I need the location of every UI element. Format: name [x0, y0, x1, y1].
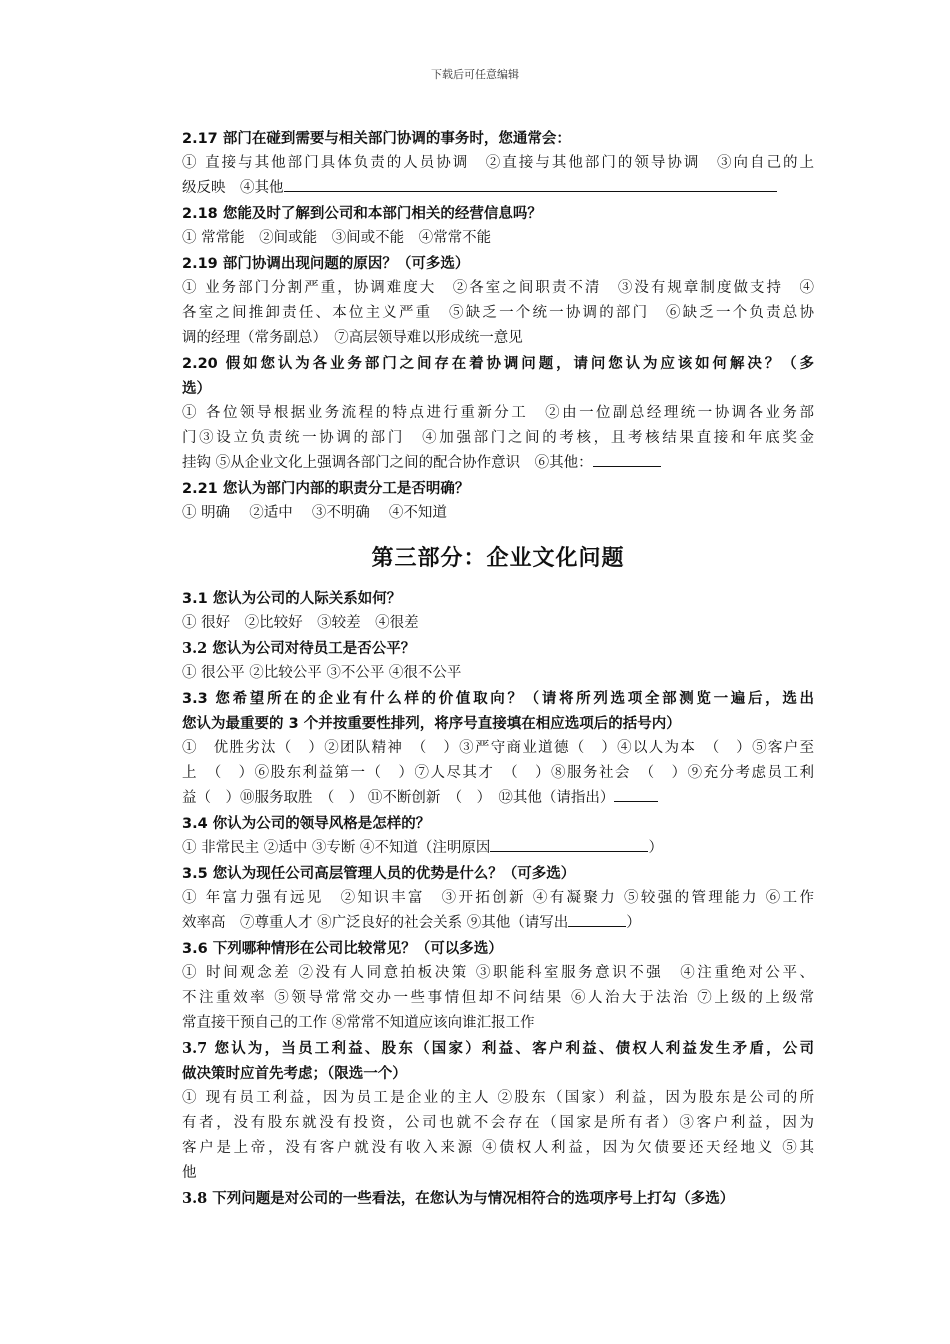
question-number: 3.4 [182, 816, 208, 832]
answer-line: 上 （ ）⑥股东利益第一（ ）⑦人尽其才 （ ）⑧服务社会 （ ）⑨充分考虑员工利 [182, 765, 814, 781]
answer-line: 常直接干预自己的工作 ⑧常常不知道应该向谁汇报工作 [182, 1015, 535, 1031]
question-number: 2.18 [182, 206, 218, 222]
answer-line [182, 911, 814, 936]
question-text: 部门协调出现问题的原因？（可多选） [217, 255, 470, 272]
answer-text: ① 非常民主 ②适中 ③专断 ④不知道（注明原因 [182, 840, 491, 856]
question-number: 2.21 [182, 481, 218, 497]
fill-in-blank[interactable] [568, 912, 626, 927]
questionnaire-body [182, 126, 814, 1211]
answer-line: 门③设立负责统一协调的部门 ④加强部门之间的考核，且考核结果直接和年底奖金 [182, 430, 814, 446]
section-title: 第三部分：企业文化问题 [371, 545, 625, 571]
answer-text: 益（ ）⑩服务取胜 （ ） ⑪不断创新 （ ） ⑫其他（请指出） [182, 790, 615, 806]
answer-text: 挂钩 ⑤从企业文化上强调各部门之间的配合协作意识 ⑥其他： [182, 455, 593, 471]
question-3-6 [182, 936, 814, 961]
question-text: 您认为公司对待员工是否公平？ [207, 640, 416, 657]
answer-line: 客户是上帝，没有客户就没有收入来源 ④债权人利益，因为欠债要还天经地义 ⑤其 [182, 1140, 814, 1156]
answer-line: 各室之间推卸责任、本位主义严重 ⑤缺乏一个统一协调的部门 ⑥缺乏一个负责总协 [182, 305, 814, 321]
answer-text: 级反映 ④其他 [182, 180, 284, 196]
question-number: 3.2 [182, 640, 208, 657]
question-3-2 [182, 636, 814, 661]
question-3-5 [182, 861, 814, 886]
answer-line [182, 176, 814, 201]
answer-line: ① 优胜劣汰（ ）②团队精神 （ ）③严守商业道德（ ）④以人为本 （ ）⑤客户至 [182, 740, 814, 756]
answer-line: 调的经理（常务副总） ⑦高层领导难以形成统一意见 [182, 330, 523, 346]
answer-line: ① 现有员工利益，因为员工是企业的主人 ②股东（国家）利益，因为股东是公司的所 [182, 1090, 814, 1106]
question-text: 您认为部门内部的职责分工是否明确？ [217, 480, 470, 497]
question-text: 下列哪种情形在公司比较常见？（可以多选） [207, 940, 503, 957]
question-2-20 [182, 351, 814, 376]
question-number: 3.7 [182, 1040, 208, 1057]
question-2-19 [182, 251, 814, 276]
question-text: 您认为最重要的 [182, 715, 289, 732]
question-count: 3 [288, 716, 299, 732]
answer-text: 效率高 ⑦尊重人才 ⑧广泛良好的社会关系 ⑨其他（请写出 [182, 915, 569, 931]
question-text: 你认为公司的领导风格是怎样的？ [207, 815, 431, 832]
answer-line: ① 明确 ②适中 ③不明确 ④不知道 [182, 505, 447, 521]
question-number: 2.19 [182, 256, 218, 272]
page-header: 下载后可任意编辑 [431, 68, 519, 81]
question-2-18 [182, 201, 814, 226]
question-number: 3.6 [182, 941, 208, 957]
answer-text: ） [648, 840, 663, 856]
question-text: 您希望所在的企业有什么样的价值取向？（请将所列选项全部测览一遍后，选出 [207, 690, 814, 707]
question-text: 您认为，当员工利益、股东（国家）利益、客户利益、债权人利益发生矛盾，公司 [207, 1040, 814, 1057]
question-text: 您认为现任公司高层管理人员的优势是什么？（可多选） [207, 865, 576, 882]
question-2-21 [182, 476, 814, 501]
answer-line: 有者，没有股东就没有投资，公司也就不会存在（国家是所有者）③客户利益，因为 [182, 1115, 814, 1131]
question-number: 3.5 [182, 866, 208, 882]
fill-in-blank[interactable] [614, 787, 658, 802]
answer-line: ① 常常能 ②间或能 ③间或不能 ④常常不能 [182, 230, 492, 246]
question-number: 2.20 [182, 356, 218, 372]
answer-line [182, 451, 814, 476]
question-number: 2.17 [182, 131, 218, 147]
question-2-17 [182, 126, 814, 151]
question-number: 3.8 [182, 1190, 208, 1207]
fill-in-blank[interactable] [490, 837, 648, 852]
answer-line: ① 很公平 ②比较公平 ③不公平 ④很不公平 [182, 665, 462, 681]
answer-line: 不注重效率 ⑤领导常常交办一些事情但却不问结果 ⑥人治大于法治 ⑦上级的上级常 [182, 990, 814, 1006]
question-3-8 [182, 1186, 814, 1211]
question-text: 下列问题是对公司的一些看法，在您认为与情况相符合的选项序号上打勾（多选） [207, 1190, 735, 1207]
question-text-continued: 做决策时应首先考虑；（限选一个） [182, 1065, 407, 1082]
question-3-3 [182, 686, 814, 711]
question-text-continued: 选） [182, 380, 211, 397]
question-number: 3.3 [182, 691, 208, 707]
question-3-7 [182, 1036, 814, 1061]
answer-line [182, 786, 814, 811]
question-number: 3.1 [182, 591, 208, 607]
question-3-1 [182, 586, 814, 611]
question-text: 假如您认为各业务部门之间存在着协调问题，请问您认为应该如何解决？（多 [217, 355, 814, 372]
question-3-4 [182, 811, 814, 836]
fill-in-blank[interactable] [284, 177, 777, 192]
answer-line: ① 业务部门分割严重，协调难度大 ②各室之间职责不清 ③没有规章制度做支持 ④ [182, 280, 814, 296]
answer-line: ① 年富力强有远见 ②知识丰富 ③开拓创新 ④有凝聚力 ⑤较强的管理能力 ⑥工作 [182, 890, 814, 906]
question-text-continued [182, 711, 814, 736]
answer-line: ① 时间观念差 ②没有人同意拍板决策 ③职能科室服务意识不强 ④注重绝对公平、 [182, 965, 814, 981]
answer-line: ① 直接与其他部门具体负责的人员协调 ②直接与其他部门的领导协调 ③向自己的上 [182, 155, 814, 171]
answer-line: ① 各位领导根据业务流程的特点进行重新分工 ②由一位副总经理统一协调各业务部 [182, 405, 814, 421]
fill-in-blank[interactable] [593, 452, 661, 467]
question-text: 您认为公司的人际关系如何？ [207, 590, 402, 607]
answer-line: 他 [182, 1165, 197, 1181]
answer-line: ① 很好 ②比较好 ③较差 ④很差 [182, 615, 419, 631]
question-text: 个并按重要性排列，将序号直接填在相应选项后的括号内） [298, 715, 681, 732]
answer-text: ） [626, 915, 641, 931]
question-text: 部门在碰到需要与相关部门协调的事务时，您通常会： [217, 130, 571, 147]
question-text: 您能及时了解到公司和本部门相关的经营信息吗？ [217, 205, 542, 222]
answer-line [182, 836, 814, 861]
